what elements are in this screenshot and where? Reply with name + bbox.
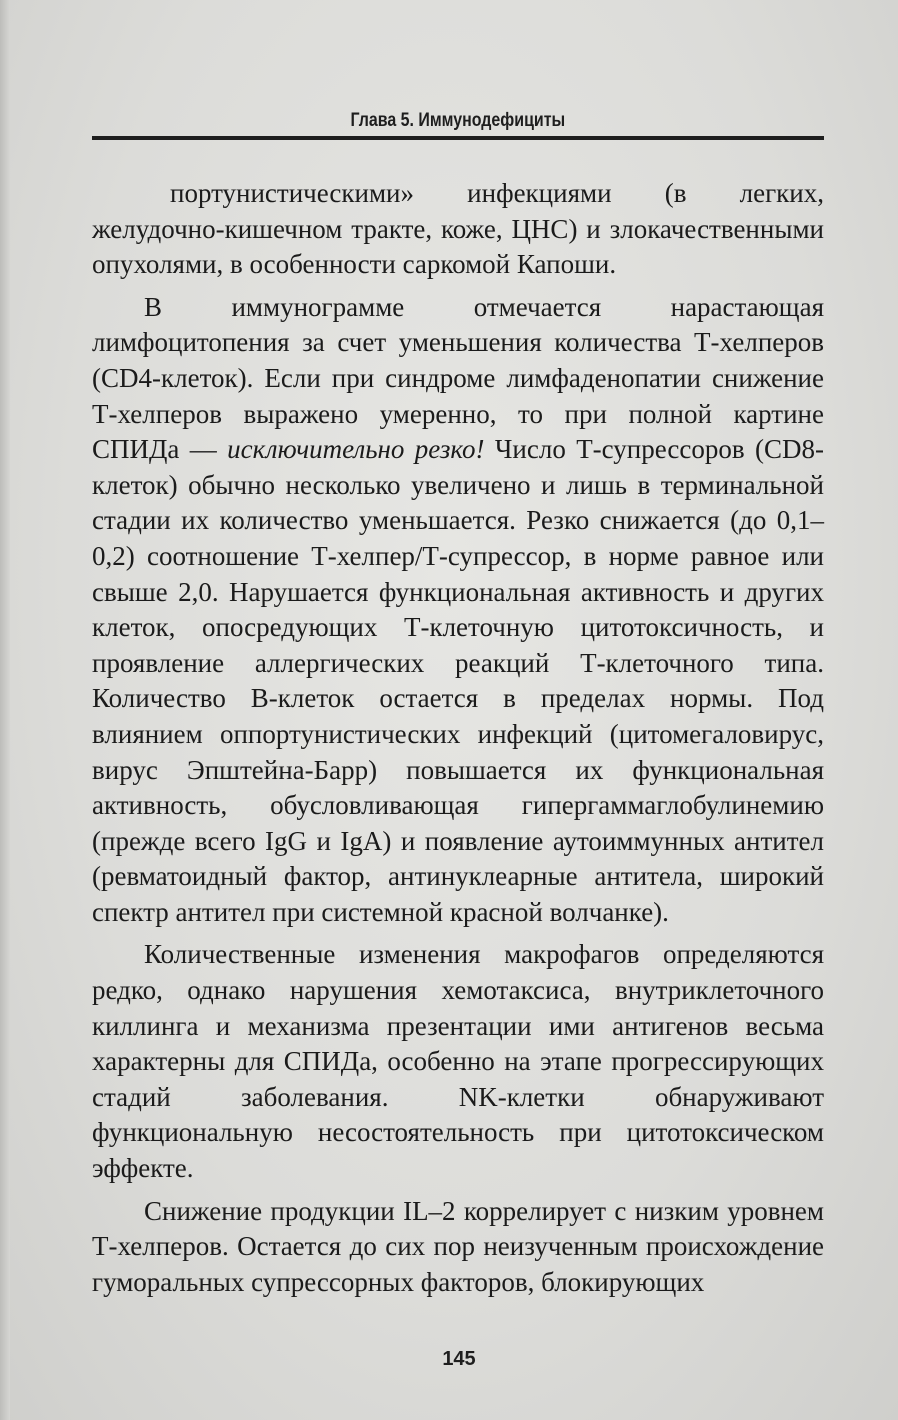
page-number: 145 <box>442 1348 476 1370</box>
paragraph-1-text: портунистическими» инфекциями (в легких, желудочно-кишечном тракте, коже, ЦНС) и злокачественными опухолями, в особенности саркомой Капоши. <box>92 178 824 280</box>
running-header <box>92 110 824 132</box>
paragraph-2-text-after: Число Т-супрессоров (CD8-клеток) обычно несколько увеличено и лишь в терминальной стадии их количество уменьшается. Резко снижается (до 0,1–0,2) соотношение Т-хелпер/Т-супрессор, в норме равное или свыше 2,0. Нарушается функциональная активность и других клеток, опосредующих Т-клеточную цитотоксичность, и проявление аллергических реакций Т-клеточного типа. Количество В-клеток остается в пределах нормы. Под влиянием оппортунистических инфекций (цитомегаловирус, вирус Эпштейна-Барр) повышается их функциональная активность, обусловливающая гипергаммаглобулинемию (прежде всего IgG и IgA) и появление аутоиммунных антител (ревматоидный фактор, антинуклеарные антитела, широкий спектр антител при системной красной волчанке). <box>92 434 824 927</box>
page-binding-edge <box>0 0 10 1420</box>
paragraph-continued <box>92 176 824 283</box>
paragraph-3-text: Количественные изменения макрофагов определяются редко, однако нарушения хемотаксиса, внутриклеточного киллинга и механизма презентации ими антигенов весьма характерны для СПИДа, особенно на этапе прогрессирующих стадий заболевания. NK-клетки обнаруживают функциональную несостоятельность при цитотоксическом эффекте. <box>92 939 824 1184</box>
paragraph-2-text-before: В иммунограмме отмечается нарастающая лимфоцитопения за счет уменьшения количества Т-хелперов (CD4-клеток). Если при синдроме лимфаденопатии снижение Т-хелперов выражено умеренно, то при полной картине СПИДа — <box>92 291 824 465</box>
chapter-title: Глава 5. Иммунодефициты <box>350 110 566 131</box>
paragraph-immunogram <box>92 290 824 931</box>
paragraph-il2 <box>92 1194 824 1301</box>
paragraph-macrophages <box>92 937 824 1186</box>
italic-emphasis: исключительно резко! <box>227 434 485 465</box>
paragraph-4-text: Снижение продукции IL–2 коррелирует с низким уровнем Т-хелперов. Остается до сих пор неизученным происхождение гуморальных супрессорных факторов, блокирующих <box>92 1195 824 1297</box>
header-rule <box>92 136 824 140</box>
body-text <box>92 176 824 1300</box>
